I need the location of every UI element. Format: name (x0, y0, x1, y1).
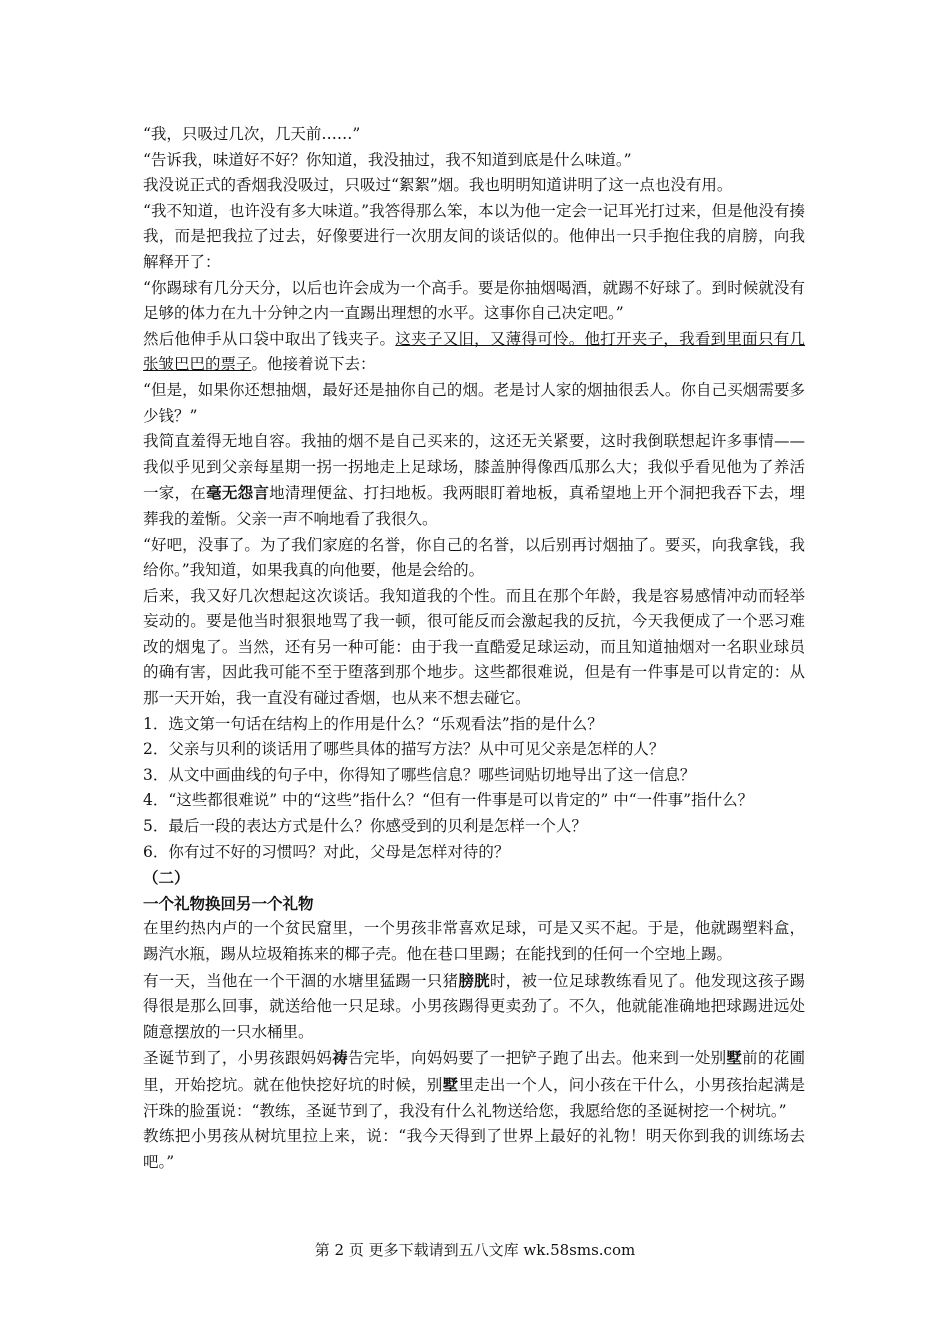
paragraph: 后来，我又好几次想起这次谈话。我知道我的个性。而且在那个年龄，我是容易感情冲动而轻举妄动的。要是他当时狠狠地骂了我一顿，很可能反而会激起我的反抗，今天我便成了一个恶习难改的烟鬼了。当然，还有另一种可能：由于我一直酷爱足球运动，而且知道抽烟对一名职业球员的确有害，因此我可能不至于堕落到那个地步。这些都很难说，但是有一件事是可以肯定的：从那一天开始，我一直没有碰过香烟，也从来不想去碰它。 (143, 586, 805, 708)
document-body (143, 122, 805, 1175)
bold-word: 祷 (332, 1048, 348, 1068)
question-6: 6．你有过不好的习惯吗？对此，父母是怎样对待的？ (143, 842, 510, 861)
paragraph: “好吧，没事了。为了我们家庭的名誉，你自己的名誉，以后别再讨烟抽了。要买，向我拿钱，我给你。”我知道，如果我真的向他要，他是会给的。 (143, 535, 805, 580)
section-number: （二） (143, 868, 190, 888)
question-2: 2．父亲与贝利的谈话用了哪些具体的描写方法？从中可见父亲是怎样的人？ (143, 740, 665, 759)
paragraph: 在里约热内卢的一个贫民窟里，一个男孩非常喜欢足球，可是又买不起。于是，他就踢塑料盒，踢汽水瓶，踢从垃圾箱拣来的椰子壳。他在巷口里踢；在能找到的任何一个空地上踢。 (143, 919, 805, 963)
paragraph: “告诉我，味道好不好？你知道，我没抽过，我不知道到底是什么味道。” (143, 150, 632, 169)
underlined-sentence: 这夹子又旧，又薄得可怜。他打开夹子，我看到里面只有几张皱巴巴的票子 (143, 329, 805, 374)
paragraph: “你踢球有几分天分，以后也许会成为一个高手。要是你抽烟喝酒，就踢不好球了。到时候就没有足够的体力在九十分钟之内一直踢出理想的水平。这事你自己决定吧。” (143, 278, 805, 323)
paragraph: “我，只吸过几次，几天前……” (143, 125, 361, 143)
paragraph: “我不知道，也许没有多大味道。”我答得那么笨，本以为他一定会一记耳光打过来，但是他没有揍我，而是把我拉了过去，好像要进行一次朋友间的谈话似的。他伸出一只手抱住我的肩膀，向我解释开了： (143, 201, 805, 271)
section-title: 一个礼物换回另一个礼物 (143, 893, 314, 913)
paragraph: 我没说正式的香烟我没吸过，只吸过“絮絮”烟。我也明明知道讲明了这一点也没有用。 (143, 176, 733, 195)
bold-word: 墅 (726, 1048, 743, 1068)
paragraph: 然后他伸手从口袋中取出了钱夹子。这夹子又旧，又薄得可怜。他打开夹子，我看到里面只有几张皱巴巴的票子。他接着说下去： (143, 329, 805, 374)
bold-word: 墅 (442, 1074, 459, 1094)
bold-word: 毫无怨言 (206, 483, 270, 503)
paragraph: 我简直羞得无地自容。我抽的烟不是自己买来的，这还无关紧要，这时我倒联想起许多事情——我似乎见到父亲每星期一拐一拐地走上足球场，膝盖肿得像西瓜那么大；我似乎看见他为了养活一家，在毫无怨言地清理便盆、打扫地板。我两眼盯着地板，真希望地上开个洞把我吞下去，埋葬我的羞惭。父亲一声不响地看了我很久。 (143, 432, 805, 528)
paragraph: 有一天，当他在一个干涸的水塘里猛踢一只猪膀胱时，被一位足球教练看见了。他发现这孩子踢得很是那么回事，就送给他一只足球。小男孩踢得更卖劲了。不久，他就能准确地把球踢进远处随意摆放的一只水桶里。 (143, 970, 805, 1041)
question-4: 4．“这些都很难说” 中的“这些”指什么？“但有一件事是可以肯定的” 中“一件事”指什么？ (143, 791, 754, 810)
paragraph: 圣诞节到了，小男孩跟妈妈祷告完毕，向妈妈要了一把铲子跑了出去。他来到一处别墅前的花圃里，开始挖坑。就在他快挖好坑的时候，别墅里走出一个人，问小孩在干什么，小男孩抬起满是汗珠的脸蛋说：“教练，圣诞节到了，我没有什么礼物送给您，我愿给您的圣诞树挖一个树坑。” (143, 1048, 805, 1120)
paragraph: “但是，如果你还想抽烟，最好还是抽你自己的烟。老是讨人家的烟抽很丢人。你自己买烟需要多少钱？” (143, 380, 805, 425)
bold-word: 膀胱 (458, 970, 490, 990)
page-footer: 第 2 页 更多下载请到五八文库 wk.58sms.com (314, 1241, 636, 1259)
question-1: 1．选文第一句话在结构上的作用是什么？“乐观看法”指的是什么？ (143, 714, 603, 733)
paragraph: 教练把小男孩从树坑里拉上来，说：“我今天得到了世界上最好的礼物！明天你到我的训练场去吧。” (143, 1127, 805, 1171)
question-5: 5．最后一段的表达方式是什么？你感受到的贝利是怎样一个人？ (143, 817, 587, 836)
question-3: 3．从文中画曲线的句子中，你得知了哪些信息？哪些词贴切地导出了这一信息？ (143, 765, 696, 784)
